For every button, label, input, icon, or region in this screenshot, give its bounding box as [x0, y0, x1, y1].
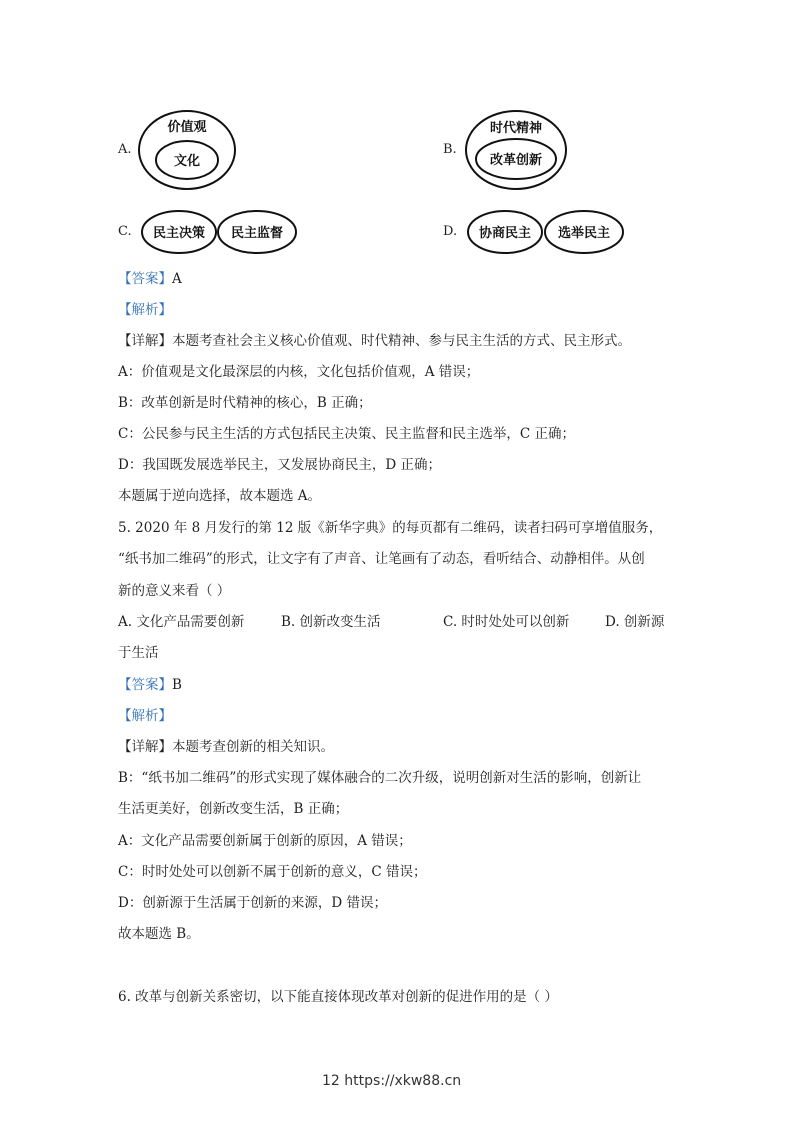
option-d-left-label: 协商民主: [478, 226, 532, 241]
q5-stem-line: “纸书加二维码”的形式，让文字有了声音、让笔画有了动态，看听结合、动静相伴。从创: [118, 551, 645, 567]
option-a-outer-label: 价值观: [167, 120, 207, 135]
q5-detail-text: 本题考查创新的相关知识。: [172, 739, 334, 755]
q5-answer-tag: 【答案】: [118, 677, 172, 693]
option-c-letter: C.: [118, 224, 132, 239]
page-number: 12: [322, 1073, 340, 1089]
q4-answer: [118, 270, 182, 288]
option-d-letter: D.: [443, 224, 458, 239]
q4-line: 本题属于逆向选择，故本题选 A。: [118, 488, 322, 504]
q5-detail: [118, 738, 334, 756]
q4-analysis-tag: 【解析】: [118, 302, 172, 318]
q5-line: 故本题选 B。: [118, 926, 200, 942]
q5-answer-value: B: [172, 677, 182, 693]
q4-line: B：改革创新是时代精神的核心，B 正确；: [118, 395, 372, 411]
q4-detail: [118, 332, 631, 350]
option-a-letter: A.: [118, 142, 132, 157]
option-b-letter: B.: [443, 142, 457, 157]
q5-line: A：文化产品需要创新属于创新的原因，A 错误；: [118, 833, 412, 849]
option-d-right-label: 选举民主: [557, 226, 611, 241]
option-a-diagram: [136, 108, 240, 192]
q4-detail-text: 本题考查社会主义核心价值观、时代精神、参与民主生活的方式、民主形式。: [172, 333, 631, 349]
q5-stem-line: 新的意义来看（ ）: [118, 583, 231, 599]
q5-line: 生活更美好，创新改变生活，B 正确；: [118, 801, 349, 817]
page-footer: [322, 1072, 461, 1090]
option-c-right-label: 民主监督: [230, 226, 284, 241]
q5-line: C：时时处处可以创新不属于创新的意义，C 错误；: [118, 864, 427, 880]
q4-detail-tag: 【详解】: [118, 333, 172, 349]
q5-option-a: A. 文化产品需要创新: [118, 614, 245, 630]
q5-option-d: D. 创新源: [605, 614, 665, 630]
q5-detail-tag: 【详解】: [118, 739, 172, 755]
q4-answer-tag: 【答案】: [118, 271, 172, 287]
q5-line: B：“纸书加二维码”的形式实现了媒体融合的二次升级，说明创新对生活的影响，创新让: [118, 770, 642, 786]
q4-line: D：我国既发展选举民主，又发展协商民主，D 正确；: [118, 457, 441, 473]
footer-url[interactable]: https://xkw88.cn: [344, 1073, 462, 1089]
q5-option-c: C. 时时处处可以创新: [443, 614, 570, 630]
option-b-diagram: [462, 108, 572, 192]
q6-stem: 6. 改革与创新关系密切，以下能直接体现改革对创新的促进作用的是（ ）: [118, 989, 558, 1005]
option-b-outer-label: 时代精神: [489, 121, 543, 136]
option-c-left-label: 民主决策: [152, 226, 206, 241]
q4-answer-value: A: [172, 271, 182, 287]
q5-analysis-tag: 【解析】: [118, 708, 172, 724]
q5-line: D：创新源于生活属于创新的来源，D 错误；: [118, 895, 387, 911]
option-b-inner-label: 改革创新: [489, 153, 543, 168]
q5-option-wrap: 于生活: [118, 645, 159, 661]
option-c-diagram: [140, 209, 298, 255]
q5-option-b: B. 创新改变生活: [281, 614, 381, 630]
q4-line: A：价值观是文化最深层的内核，文化包括价值观，A 错误；: [118, 364, 480, 380]
q4-line: C：公民参与民主生活的方式包括民主决策、民主监督和民主选举，C 正确；: [118, 426, 575, 442]
option-a-inner-label: 文化: [173, 154, 201, 169]
q5-answer: [118, 676, 182, 694]
q5-stem-line: 5. 2020 年 8 月发行的第 12 版《新华字典》的每页都有二维码，读者扫码可享增值服务，: [118, 520, 663, 536]
option-d-diagram: [466, 209, 626, 255]
